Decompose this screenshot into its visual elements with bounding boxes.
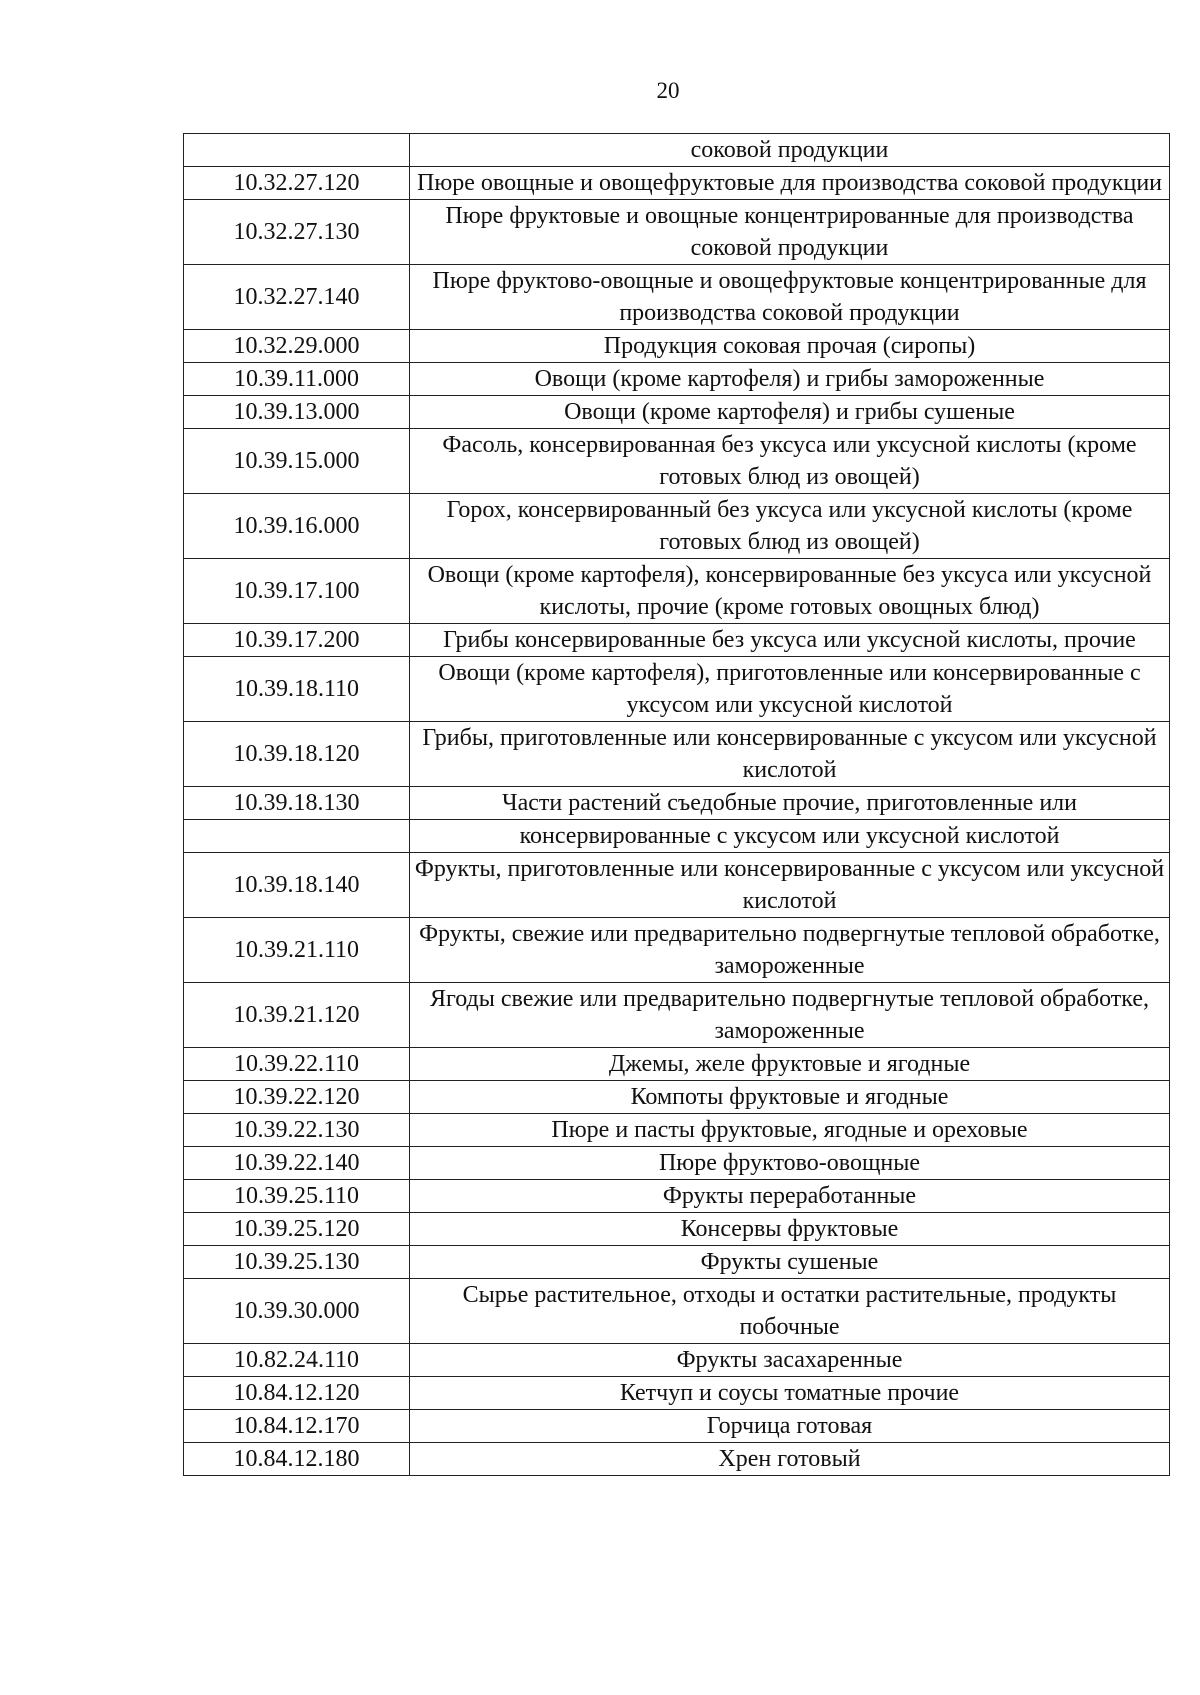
table-body (184, 134, 1170, 1476)
table-row (184, 1279, 1170, 1344)
table-row (184, 134, 1170, 167)
table-row (184, 853, 1170, 918)
product-code-cell: 10.39.16.000 (184, 494, 410, 559)
product-code-table (183, 133, 1170, 1476)
table-row (184, 396, 1170, 429)
product-name-cell: Фрукты переработанные (410, 1180, 1170, 1213)
product-code-cell: 10.39.25.120 (184, 1213, 410, 1246)
product-code-cell: 10.84.12.180 (184, 1443, 410, 1476)
table-row (184, 265, 1170, 330)
product-code-cell: 10.39.21.120 (184, 983, 410, 1048)
table-row (184, 494, 1170, 559)
table-row (184, 1443, 1170, 1476)
product-name-cell: Горох, консервированный без уксуса или уксусной кислоты (кроме готовых блюд из овощей) (410, 494, 1170, 559)
product-code-cell: 10.32.27.140 (184, 265, 410, 330)
table-row (184, 1180, 1170, 1213)
table-row (184, 330, 1170, 363)
product-name-cell: Кетчуп и соусы томатные прочие (410, 1377, 1170, 1410)
table-row (184, 624, 1170, 657)
product-code-cell: 10.39.21.110 (184, 918, 410, 983)
product-code-cell: 10.39.11.000 (184, 363, 410, 396)
table-row (184, 1246, 1170, 1279)
product-name-cell: Сырье растительное, отходы и остатки растительные, продукты побочные (410, 1279, 1170, 1344)
product-name-cell: Фрукты сушеные (410, 1246, 1170, 1279)
product-code-cell: 10.39.17.100 (184, 559, 410, 624)
table-row (184, 429, 1170, 494)
product-name-cell: Джемы, желе фруктовые и ягодные (410, 1048, 1170, 1081)
product-code-cell: 10.39.18.120 (184, 722, 410, 787)
product-name-cell: Пюре фруктово-овощные (410, 1147, 1170, 1180)
table-row (184, 363, 1170, 396)
table-row (184, 1213, 1170, 1246)
product-code-cell: 10.39.13.000 (184, 396, 410, 429)
product-name-cell: Пюре и пасты фруктовые, ягодные и ореховые (410, 1114, 1170, 1147)
product-code-cell: 10.39.25.130 (184, 1246, 410, 1279)
product-code-cell: 10.82.24.110 (184, 1344, 410, 1377)
table-row (184, 1344, 1170, 1377)
product-code-cell: 10.32.29.000 (184, 330, 410, 363)
table-row (184, 1048, 1170, 1081)
product-name-cell: Фрукты, приготовленные или консервированные с уксусом или уксусной кислотой (410, 853, 1170, 918)
table-row (184, 1081, 1170, 1114)
table-row (184, 1410, 1170, 1443)
table-row (184, 820, 1170, 853)
product-name-cell: Грибы консервированные без уксуса или уксусной кислоты, прочие (410, 624, 1170, 657)
table-row (184, 657, 1170, 722)
table-row (184, 200, 1170, 265)
product-code-cell: 10.39.22.110 (184, 1048, 410, 1081)
product-name-cell: Горчица готовая (410, 1410, 1170, 1443)
product-name-cell: Продукция соковая прочая (сиропы) (410, 330, 1170, 363)
table-row (184, 918, 1170, 983)
product-name-cell: Пюре овощные и овощефруктовые для производства соковой продукции (410, 167, 1170, 200)
product-name-cell: Фасоль, консервированная без уксуса или уксусной кислоты (кроме готовых блюд из овощей) (410, 429, 1170, 494)
product-code-cell: 10.39.18.140 (184, 853, 410, 918)
product-name-cell: Пюре фруктово-овощные и овощефруктовые концентрированные для производства соковой продукции (410, 265, 1170, 330)
product-code-cell: 10.84.12.120 (184, 1377, 410, 1410)
product-name-cell: консервированные с уксусом или уксусной кислотой (410, 820, 1170, 853)
product-code-cell: 10.39.30.000 (184, 1279, 410, 1344)
table-row (184, 787, 1170, 820)
product-code-cell: 10.84.12.170 (184, 1410, 410, 1443)
product-name-cell: Ягоды свежие или предварительно подвергнутые тепловой обработке, замороженные (410, 983, 1170, 1048)
product-code-cell: 10.39.18.130 (184, 787, 410, 820)
product-code-cell: 10.39.15.000 (184, 429, 410, 494)
table-row (184, 1377, 1170, 1410)
product-code-cell: 10.39.25.110 (184, 1180, 410, 1213)
product-code-cell: 10.39.22.130 (184, 1114, 410, 1147)
product-code-cell (184, 134, 410, 167)
table-row (184, 722, 1170, 787)
table-row (184, 983, 1170, 1048)
product-code-cell: 10.39.18.110 (184, 657, 410, 722)
product-code-cell: 10.32.27.130 (184, 200, 410, 265)
table-row (184, 1114, 1170, 1147)
product-name-cell: Части растений съедобные прочие, приготовленные или (410, 787, 1170, 820)
product-code-cell: 10.39.22.140 (184, 1147, 410, 1180)
table-row (184, 559, 1170, 624)
product-code-cell: 10.32.27.120 (184, 167, 410, 200)
product-code-cell: 10.39.22.120 (184, 1081, 410, 1114)
product-code-cell: 10.39.17.200 (184, 624, 410, 657)
product-name-cell: Фрукты засахаренные (410, 1344, 1170, 1377)
product-name-cell: Фрукты, свежие или предварительно подвергнутые тепловой обработке, замороженные (410, 918, 1170, 983)
product-name-cell: Компоты фруктовые и ягодные (410, 1081, 1170, 1114)
page-number: 20 (656, 78, 680, 103)
product-name-cell: Пюре фруктовые и овощные концентрированные для производства соковой продукции (410, 200, 1170, 265)
product-name-cell: Консервы фруктовые (410, 1213, 1170, 1246)
product-name-cell: Овощи (кроме картофеля), приготовленные или консервированные с уксусом или уксусной кислотой (410, 657, 1170, 722)
product-code-cell (184, 820, 410, 853)
table-row (184, 167, 1170, 200)
table-row (184, 1147, 1170, 1180)
product-name-cell: Овощи (кроме картофеля) и грибы сушеные (410, 396, 1170, 429)
product-name-cell: соковой продукции (410, 134, 1170, 167)
product-name-cell: Грибы, приготовленные или консервированные с уксусом или уксусной кислотой (410, 722, 1170, 787)
product-name-cell: Овощи (кроме картофеля), консервированные без уксуса или уксусной кислоты, прочие (кроме готовых овощных блюд) (410, 559, 1170, 624)
product-name-cell: Хрен готовый (410, 1443, 1170, 1476)
product-name-cell: Овощи (кроме картофеля) и грибы замороженные (410, 363, 1170, 396)
